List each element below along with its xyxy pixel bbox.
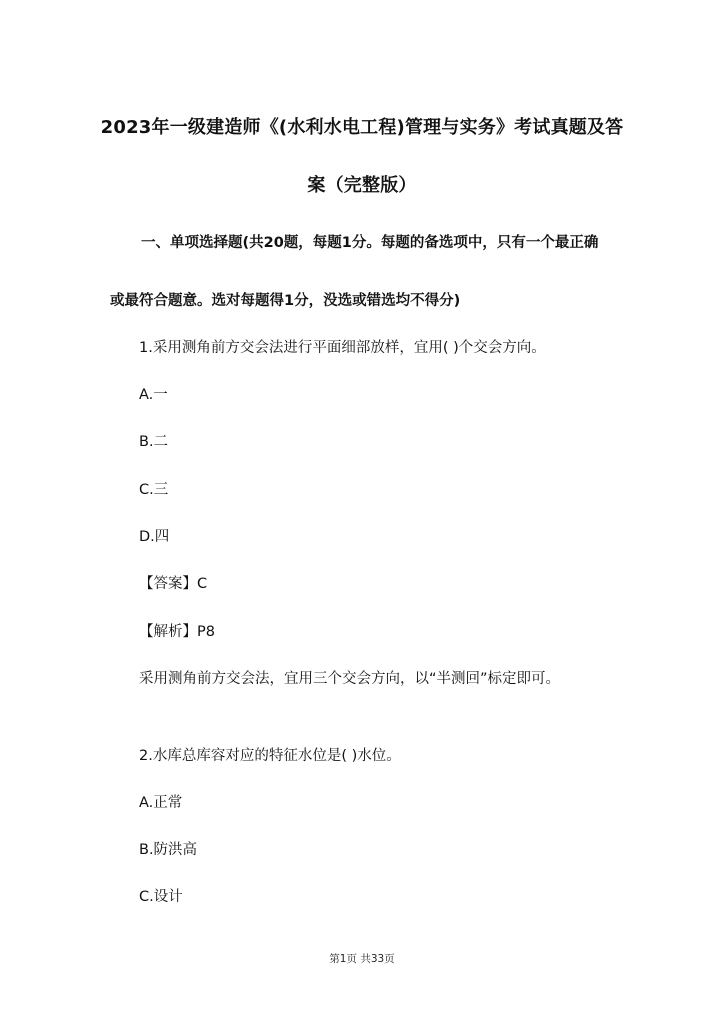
question-2-stem: 2.水库总库容对应的特征水位是( )水位。 [139,748,401,764]
question-1-option-a: A.一 [139,387,168,403]
question-2-option-b: B.防洪高 [139,842,198,858]
question-1-option-d: D.四 [139,529,170,545]
question-1-option-b: B.二 [139,434,169,450]
page-footer: 第1页 共33页 [329,953,395,965]
section-heading-line-1: 一、单项选择题(共20题，每题1分。每题的备选项中，只有一个最正确 [141,235,599,251]
question-1-stem: 1.采用测角前方交会法进行平面细部放样，宜用( )个交会方向。 [139,340,546,356]
section-heading-line-2: 或最符合题意。选对每题得1分，没选或错选均不得分) [110,293,461,309]
document-title-line-1: 2023年一级建造师《(水利水电工程)管理与实务》考试真题及答 [100,117,624,138]
question-1-answer: 【答案】C [139,576,208,592]
question-1-option-c: C.三 [139,482,169,498]
question-1-analysis-text: 采用测角前方交会法，宜用三个交会方向，以“半测回”标定即可。 [139,671,561,687]
question-2-option-c: C.设计 [139,889,183,905]
question-2-option-a: A.正常 [139,795,183,811]
document-title-line-2: 案（完整版） [307,175,417,196]
question-1-analysis-label: 【解析】P8 [139,624,215,640]
